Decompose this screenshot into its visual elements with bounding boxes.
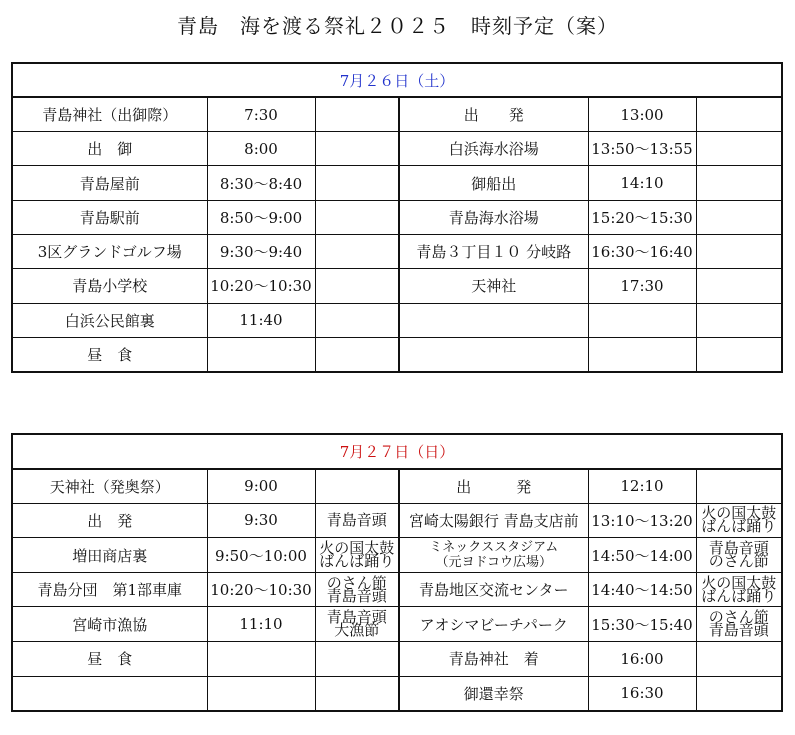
note-cell <box>696 166 782 200</box>
time-cell: 13:00 <box>588 97 696 131</box>
time-cell: 11:10 <box>207 607 315 642</box>
note-cell <box>696 469 782 504</box>
time-cell <box>588 337 696 371</box>
note-cell <box>315 200 399 234</box>
place-cell: 青島海水浴場 <box>399 200 588 234</box>
time-cell: 10:20～10:30 <box>207 269 315 303</box>
note-cell <box>696 234 782 268</box>
place-cell: 青島３丁目１０ 分岐路 <box>399 234 588 268</box>
time-cell: 9:50～10:00 <box>207 538 315 573</box>
place-cell: アオシマビーチパーク <box>399 607 588 642</box>
time-cell <box>588 303 696 337</box>
table-row <box>12 97 782 131</box>
time-cell: 13:10～13:20 <box>588 503 696 538</box>
place-cell: 青島神社 着 <box>399 642 588 677</box>
note-cell <box>315 642 399 677</box>
day-header-row <box>12 434 782 469</box>
time-cell: 12:10 <box>588 469 696 504</box>
table-row <box>12 166 782 200</box>
table-row <box>12 337 782 371</box>
day-header-row <box>12 63 782 97</box>
page-title: 青島 海を渡る祭礼２０２５ 時刻予定（案） <box>177 14 618 38</box>
day-header: 7月２６日（土） <box>12 63 782 97</box>
time-cell: 16:30～16:40 <box>588 234 696 268</box>
place-cell: 増田商店裏 <box>12 538 207 573</box>
place-cell: 出 発 <box>12 503 207 538</box>
time-cell <box>207 676 315 711</box>
note-cell: 火の国太鼓 ばんば踊り <box>696 572 782 607</box>
note-cell <box>315 269 399 303</box>
note-cell: のさん節 青島音頭 <box>315 572 399 607</box>
note-cell: 青島音頭 のさん節 <box>696 538 782 573</box>
time-cell: 8:30～8:40 <box>207 166 315 200</box>
note-cell <box>315 337 399 371</box>
place-cell: 青島駅前 <box>12 200 207 234</box>
note-cell <box>315 132 399 166</box>
note-cell <box>315 469 399 504</box>
time-cell: 9:00 <box>207 469 315 504</box>
place-cell: 青島分団 第1部車庫 <box>12 572 207 607</box>
place-cell: 3区グランドゴルフ場 <box>12 234 207 268</box>
note-cell <box>696 200 782 234</box>
place-cell: 青島小学校 <box>12 269 207 303</box>
place-cell: ミネックススタジアム （元ヨドコウ広場） <box>399 538 588 573</box>
time-cell: 7:30 <box>207 97 315 131</box>
time-cell <box>207 642 315 677</box>
place-cell: 天神社（発奥祭） <box>12 469 207 504</box>
time-cell: 16:00 <box>588 642 696 677</box>
place-cell <box>399 303 588 337</box>
note-cell <box>696 676 782 711</box>
place-cell: 宮崎太陽銀行 青島支店前 <box>399 503 588 538</box>
place-cell: 出 御 <box>12 132 207 166</box>
place-cell: 御船出 <box>399 166 588 200</box>
time-cell: 8:00 <box>207 132 315 166</box>
place-cell <box>12 676 207 711</box>
time-cell: 9:30 <box>207 503 315 538</box>
note-cell <box>315 97 399 131</box>
place-cell: 白浜公民館裏 <box>12 303 207 337</box>
time-cell: 14:10 <box>588 166 696 200</box>
time-cell: 17:30 <box>588 269 696 303</box>
note-cell <box>696 132 782 166</box>
table-row <box>12 269 782 303</box>
place-cell: 白浜海水浴場 <box>399 132 588 166</box>
note-cell <box>696 337 782 371</box>
note-cell: 青島音頭 <box>315 503 399 538</box>
note-cell: 火の国太鼓 ばんば踊り <box>696 503 782 538</box>
place-cell: 御還幸祭 <box>399 676 588 711</box>
place-cell <box>399 337 588 371</box>
note-cell: のさん節 青島音頭 <box>696 607 782 642</box>
table-row <box>12 200 782 234</box>
time-cell <box>207 337 315 371</box>
note-cell <box>315 303 399 337</box>
time-cell: 8:50～9:00 <box>207 200 315 234</box>
time-cell: 11:40 <box>207 303 315 337</box>
place-cell: 天神社 <box>399 269 588 303</box>
table-row <box>12 132 782 166</box>
table-row <box>12 676 782 711</box>
table-row <box>12 642 782 677</box>
time-cell: 14:40～14:50 <box>588 572 696 607</box>
table-row <box>12 469 782 504</box>
table-row <box>12 503 782 538</box>
time-cell: 15:30～15:40 <box>588 607 696 642</box>
place-cell: 青島地区交流センター <box>399 572 588 607</box>
time-cell: 10:20～10:30 <box>207 572 315 607</box>
note-cell <box>315 166 399 200</box>
time-cell: 13:50～13:55 <box>588 132 696 166</box>
place-cell: 昼 食 <box>12 642 207 677</box>
note-cell <box>696 642 782 677</box>
table-row <box>12 234 782 268</box>
table-row <box>12 607 782 642</box>
note-cell: 青島音頭 大漁節 <box>315 607 399 642</box>
place-cell: 出 発 <box>399 469 588 504</box>
time-cell: 16:30 <box>588 676 696 711</box>
place-cell: 出 発 <box>399 97 588 131</box>
note-cell <box>315 234 399 268</box>
note-cell <box>696 97 782 131</box>
place-cell: 青島屋前 <box>12 166 207 200</box>
table-row <box>12 538 782 573</box>
table-row <box>12 572 782 607</box>
time-cell: 14:50～14:00 <box>588 538 696 573</box>
place-cell: 青島神社（出御際） <box>12 97 207 131</box>
schedule-table-day1 <box>11 62 783 373</box>
time-cell: 9:30～9:40 <box>207 234 315 268</box>
note-cell <box>315 676 399 711</box>
day-header: 7月２７日（日） <box>12 434 782 469</box>
time-cell: 15:20～15:30 <box>588 200 696 234</box>
note-cell: 火の国太鼓 ばんば踊り <box>315 538 399 573</box>
place-cell: 宮崎市漁協 <box>12 607 207 642</box>
note-cell <box>696 303 782 337</box>
place-cell: 昼 食 <box>12 337 207 371</box>
schedule-table-day2 <box>11 433 783 712</box>
table-row <box>12 303 782 337</box>
note-cell <box>696 269 782 303</box>
